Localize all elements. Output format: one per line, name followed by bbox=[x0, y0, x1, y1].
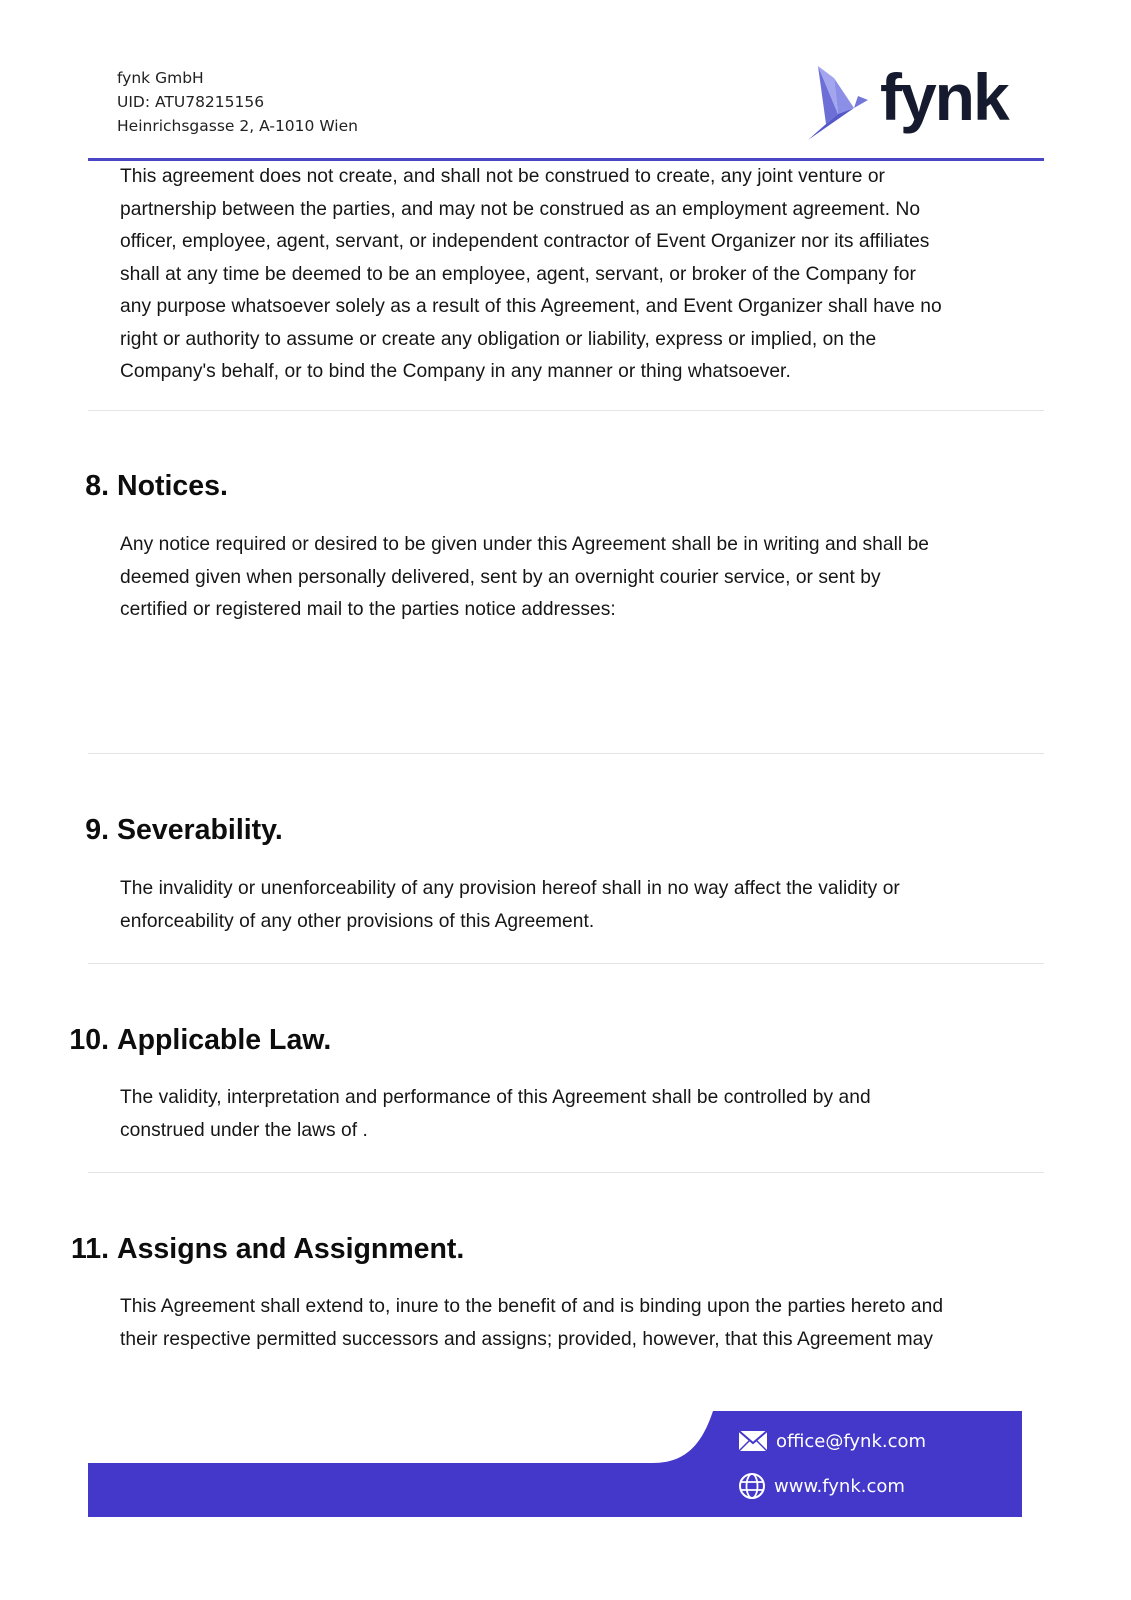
section-title: Applicable Law. bbox=[117, 1024, 332, 1056]
company-info bbox=[117, 66, 358, 138]
footer-email-text[interactable]: office@fynk.com bbox=[776, 1430, 927, 1452]
footer-website[interactable] bbox=[738, 1472, 905, 1500]
paragraph-line: This agreement does not create, and shall not be construed to create, any joint venture or bbox=[120, 166, 885, 187]
paragraph-line: Company's behalf, or to bind the Company in any manner or thing whatsoever. bbox=[120, 361, 791, 382]
company-address: Heinrichsgasse 2, A-1010 Wien bbox=[117, 117, 358, 135]
globe-icon bbox=[738, 1472, 766, 1500]
section-heading-applicable-law bbox=[69, 1024, 332, 1057]
fynk-logo bbox=[808, 60, 1008, 142]
paragraph-line: The validity, interpretation and performance of this Agreement shall be controlled by and bbox=[120, 1087, 871, 1108]
paragraph-line: This Agreement shall extend to, inure to the benefit of and is binding upon the parties hereto and bbox=[120, 1296, 944, 1317]
paragraph-line: Any notice required or desired to be given under this Agreement shall be in writing and shall be bbox=[120, 534, 930, 555]
section-number: 10. bbox=[69, 1024, 109, 1056]
section-number: 8. bbox=[85, 470, 109, 502]
section-title: Severability. bbox=[117, 814, 283, 846]
paragraph-line: officer, employee, agent, servant, or independent contractor of Event Organizer nor its affiliates bbox=[120, 231, 930, 252]
paragraph-line: any purpose whatsoever solely as a result of this Agreement, and Event Organizer shall have no bbox=[120, 296, 942, 317]
paragraph-line: construed under the laws of . bbox=[120, 1119, 368, 1141]
section-number: 11. bbox=[70, 1233, 109, 1265]
section-body-severability bbox=[120, 873, 1050, 938]
paragraph-line: partnership between the parties, and may not be construed as an employment agreement. No bbox=[120, 198, 921, 220]
section-body-assigns bbox=[120, 1291, 1050, 1356]
section-heading-notices bbox=[85, 470, 228, 503]
footer-band bbox=[88, 1411, 1022, 1517]
section-divider bbox=[88, 753, 1044, 754]
paragraph-line: deemed given when personally delivered, sent by an overnight courier service, or sent by bbox=[120, 566, 881, 588]
section-divider bbox=[88, 1172, 1044, 1173]
footer-email[interactable] bbox=[738, 1430, 926, 1452]
footer-website-text[interactable]: www.fynk.com bbox=[774, 1475, 905, 1497]
section-heading-assigns bbox=[70, 1233, 465, 1266]
paragraph-line: The invalidity or unenforceability of any provision hereof shall in no way affect the validity or bbox=[120, 878, 900, 899]
paragraph-line: shall at any time be deemed to be an employee, agent, servant, or broker of the Company for bbox=[120, 263, 916, 285]
paragraph-line: their respective permitted successors and assigns; provided, however, that this Agreement may bbox=[120, 1328, 934, 1350]
section-body-applicable-law bbox=[120, 1082, 1050, 1147]
logo-wordmark: fynk bbox=[880, 60, 1008, 134]
section-divider bbox=[88, 963, 1044, 964]
section-number: 9. bbox=[85, 814, 109, 846]
origami-bird-icon bbox=[808, 64, 876, 142]
paragraph-line: certified or registered mail to the parties notice addresses: bbox=[120, 599, 616, 620]
intro-paragraph bbox=[120, 161, 1050, 389]
company-uid: UID: ATU78215156 bbox=[117, 93, 265, 111]
section-divider bbox=[88, 410, 1044, 411]
section-body-notices bbox=[120, 529, 1050, 627]
envelope-icon bbox=[738, 1430, 768, 1452]
paragraph-line: right or authority to assume or create any obligation or liability, express or implied, on the bbox=[120, 328, 877, 350]
section-heading-severability bbox=[85, 814, 283, 847]
company-name: fynk GmbH bbox=[117, 69, 204, 87]
section-title: Notices. bbox=[117, 470, 228, 502]
section-title: Assigns and Assignment. bbox=[117, 1233, 465, 1265]
footer-band-shape bbox=[88, 1411, 1022, 1517]
paragraph-line: enforceability of any other provisions of this Agreement. bbox=[120, 910, 595, 932]
